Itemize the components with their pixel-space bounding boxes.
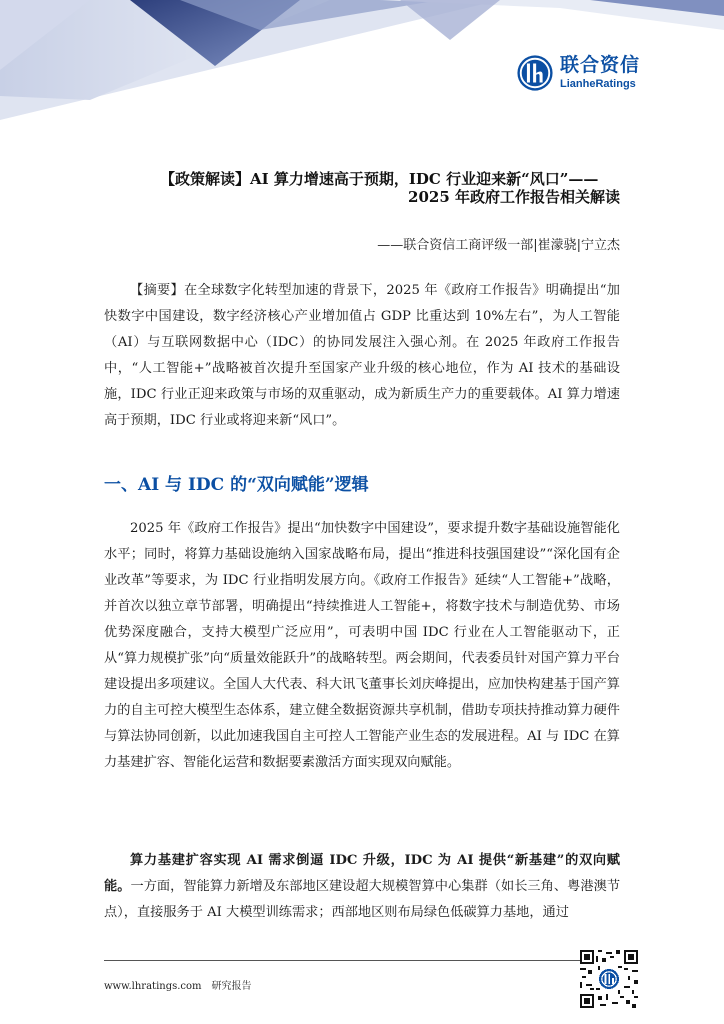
report-title-line1: 【政策解读】AI 算力增速高于预期，IDC 行业迎来新“风口”—— — [160, 170, 599, 188]
page-footer — [104, 977, 252, 992]
author-byline: ——联合资信工商评级一部|崔濛骁|宁立杰 — [377, 238, 620, 253]
logo-name-cn: 联合资信 — [560, 54, 641, 76]
section-1-paragraph-2 — [104, 848, 620, 926]
abstract-paragraph: 【摘要】在全球数字化转型加速的背景下，2025 年《政府工作报告》明确提出“加快数字中国建设，数字经济核心产业增加值占 GDP 比重达到 10%左右”，为人工智能（AI）与互联网数据中心（IDC）的协同发展注入强心剂。在 2025 年政府工作报告中，“人工智能+”战略被首次提升至国家产业升级的核心地位，作为 AI 技术的基础设施，IDC 行业正迎来政策与市场的双重驱动，成为新质生产力的重要载体。AI 算力增速高于预期，IDC 行业或将迎来新“风口”。 — [104, 283, 620, 428]
qr-code-icon — [580, 950, 638, 1008]
paragraph-2-body: 一方面，智能算力新增及东部地区建设超大规模智算中心集群（如长三角、粤港澳节点），直接服务于 AI 大模型训练需求；西部地区则布局绿色低碳算力基地，通过 — [104, 879, 621, 920]
paragraph-2-lead: 算力基建扩容实现 AI 需求倒逼 IDC 升级，IDC 为 AI 提供“新基建”的双向赋能。 — [104, 853, 620, 894]
section-1-heading: 一、AI 与 IDC 的“双向赋能”逻辑 — [104, 475, 369, 495]
company-logo — [516, 54, 640, 92]
footer-website[interactable]: www.lhratings.com — [104, 981, 202, 992]
report-title-line2: 2025 年政府工作报告相关解读 — [408, 188, 620, 206]
footer-label: 研究报告 — [211, 981, 252, 992]
logo-name-en: LianheRatings — [560, 78, 636, 90]
footer-divider — [104, 960, 620, 961]
lh-monogram-icon — [516, 54, 554, 92]
section-1-paragraph-1: 2025 年《政府工作报告》提出“加快数字中国建设”，要求提升数字基础设施智能化水平；同时，将算力基础设施纳入国家战略布局，提出“推进科技强国建设”“深化国有企业改革”等要求，为 IDC 行业指明发展方向。《政府工作报告》延续“人工智能+”战略，并首次以独立章节部署，明确提出“持续推进人工智能+，将数字技术与制造优势、市场优势深度融合，支持大模型广泛应用”，可表明中国 IDC 行业在人工智能驱动下，正从“算力规模扩张”向“质量效能跃升”的战略转型。两会期间，代表委员针对国产算力平台建设提出多项建议。全国人大代表、科大讯飞董事长刘庆峰提出，应加快构建基于国产算力的自主可控大模型生态体系，建立健全数据资源共享机制，借助专项扶持推动算力硬件与算法协同创新，以此加速我国自主可控人工智能产业生态的发展进程。AI 与 IDC 在算力基建扩容、智能化运营和数据要素激活方面实现双向赋能。 — [104, 521, 620, 770]
